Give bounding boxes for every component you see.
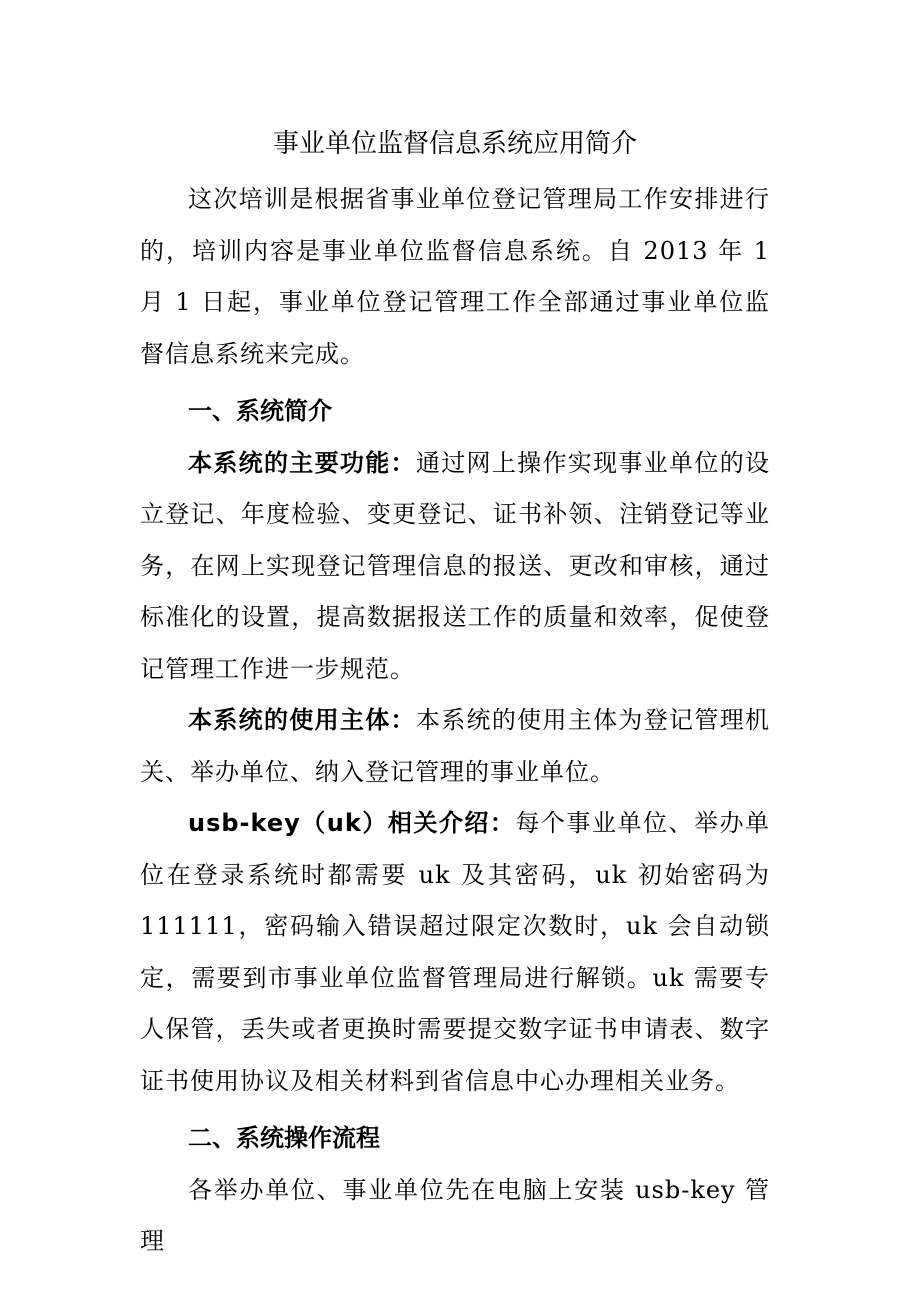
main-function-lead: 本系统的主要功能：	[188, 448, 416, 477]
main-function-paragraph	[140, 438, 770, 696]
main-function-text: 通过网上操作实现事业单位的设立登记、年度检验、变更登记、证书补领、注销登记等业务，在网上实现登记管理信息的报送、更改和审核，通过标准化的设置，提高数据报送工作的质量和效率，促使登记管理工作进一步规范。	[140, 448, 771, 683]
intro-paragraph: 这次培训是根据省事业单位登记管理局工作安排进行的，培训内容是事业单位监督信息系统。自 2013 年 1 月 1 日起，事业单位登记管理工作全部通过事业单位监督信息系统来完成。	[140, 185, 770, 368]
document-title: 事业单位监督信息系统应用简介	[272, 129, 637, 159]
section-heading-overview: 一、系统简介	[188, 397, 332, 425]
users-paragraph	[140, 695, 770, 798]
usbkey-lead: usb-key（uk）相关介绍：	[188, 809, 516, 837]
usbkey-text: 每个事业单位、举办单位在登录系统时都需要 uk 及其密码，uk 初始密码为 111111，密码输入错误超过限定次数时，uk 会自动锁定，需要到市事业单位监督管理局进行解锁。uk 需要专人保管，丢失或者更换时需要提交数字证书申请表、数字证书使用协议及相关材料到省信息中心办理相关业务。	[140, 809, 771, 1095]
process-paragraph: 各举办单位、事业单位先在电脑上安装 usb-key 管理	[140, 1175, 770, 1255]
section-heading-process: 二、系统操作流程	[188, 1124, 380, 1152]
users-lead: 本系统的使用主体：	[188, 706, 416, 734]
users-text: 本系统的使用主体为登记管理机关、举办单位、纳入登记管理的事业单位。	[140, 706, 771, 786]
usbkey-paragraph	[140, 798, 770, 1107]
